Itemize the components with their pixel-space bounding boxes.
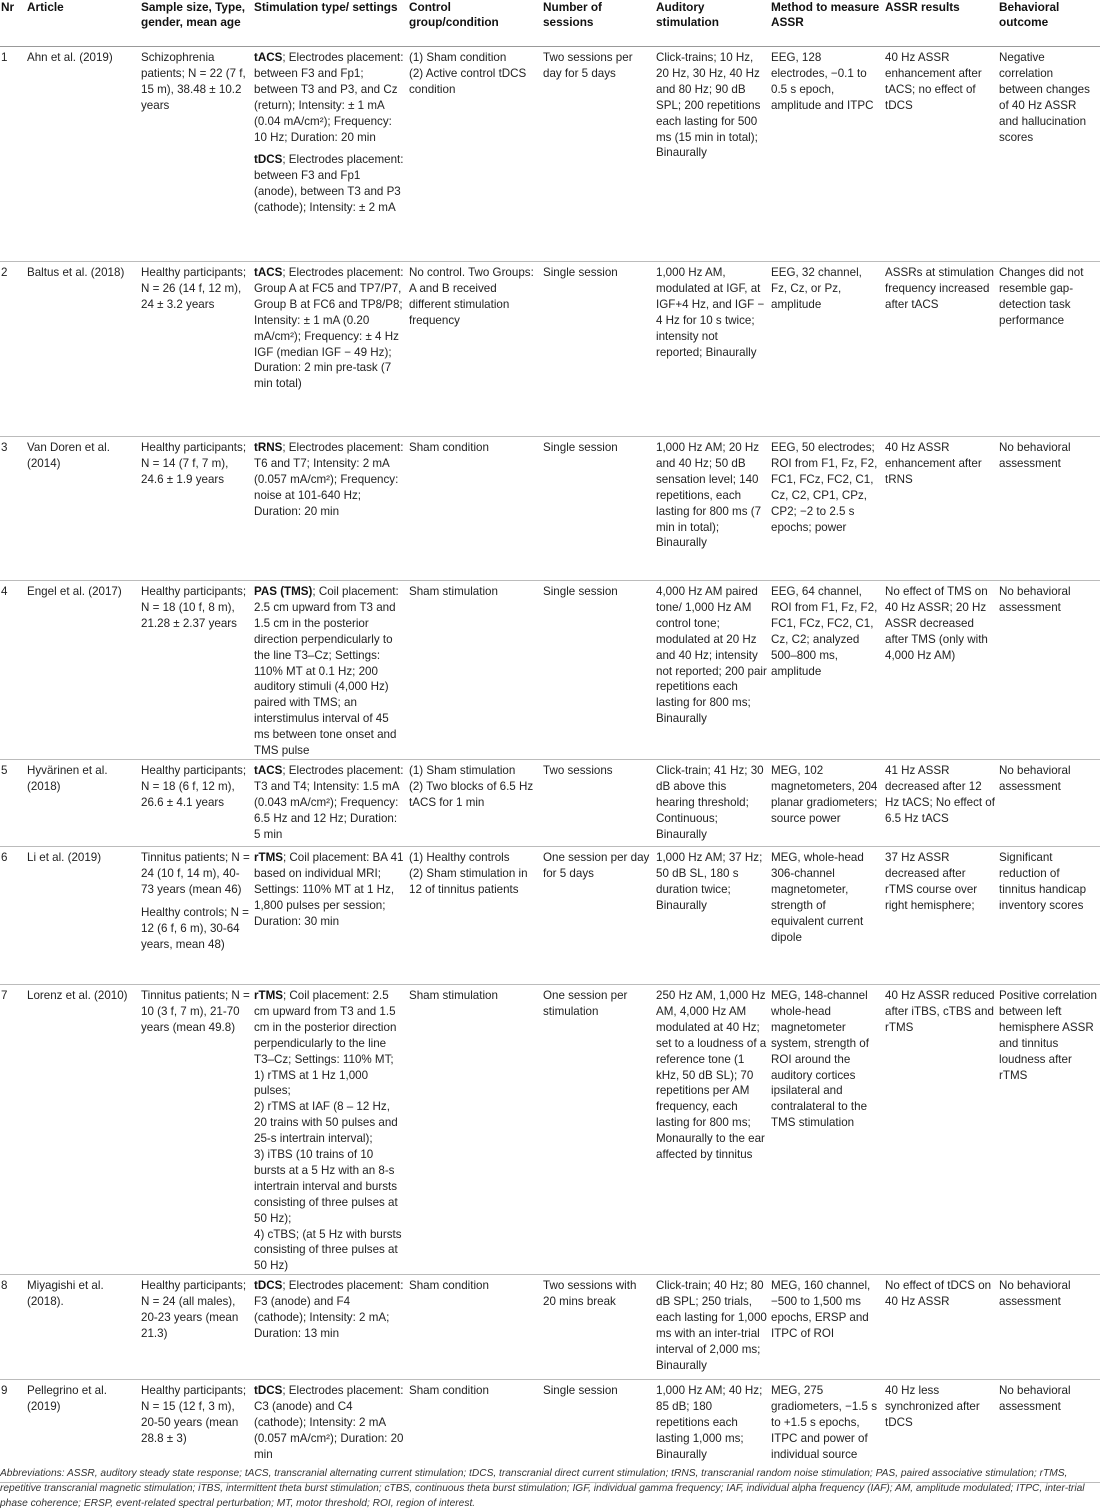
sample-paragraph: Tinnitus patients; N = 10 (3 f, 7 m), 21-70 years (mean 49.8) [141, 988, 250, 1034]
behavioral-outcome: No behavioral assessment [999, 763, 1071, 793]
row-number: 8 [1, 1279, 8, 1293]
session-count: Single session [543, 441, 618, 454]
control-condition: Sham stimulation [409, 988, 498, 1002]
cell-method [770, 581, 884, 760]
cell-auditory [655, 47, 770, 262]
stimulation-settings: ; Coil placement: BA 41 based on individual MRI; Settings: 110% MT at 1 Hz, 1,800 pulses per session; Duration: 30 min [254, 850, 404, 928]
session-count: Two sessions [543, 763, 613, 777]
auditory-stimulation: 1,000 Hz AM; 37 Hz; 50 dB SL, 180 s duration twice; Binaurally [656, 850, 763, 912]
cell-control [408, 437, 542, 581]
assr-results: 41 Hz ASSR decreased after 12 Hz tACS; No effect of 6.5 Hz tACS [885, 763, 995, 825]
cell-auditory [655, 759, 770, 846]
cell-nr [0, 759, 26, 846]
cell-nr [0, 47, 26, 262]
cell-auditory [655, 1275, 770, 1380]
header-article: Article [26, 0, 140, 47]
cell-method [770, 262, 884, 437]
sample-paragraph: Healthy participants; N = 18 (10 f, 8 m), 21.28 ± 2.37 years [141, 585, 247, 630]
assr-results: 40 Hz less synchronized after tDCS [885, 1384, 980, 1430]
cell-method [770, 437, 884, 581]
assr-results: 40 Hz ASSR enhancement after tACS; no effect of tDCS [885, 51, 982, 112]
cell-article [26, 759, 140, 846]
stimulation-paragraph [254, 988, 405, 1274]
session-count: Single session [543, 1384, 618, 1398]
cell-method [770, 47, 884, 262]
cell-sample [140, 581, 253, 760]
sample-paragraph: Healthy participants; N = 15 (12 f, 3 m), 20-50 years (mean 28.8 ± 3) [141, 1384, 247, 1445]
cell-article [26, 846, 140, 984]
cell-nr [0, 1275, 26, 1380]
table-header-row [0, 0, 1100, 47]
header-auditory: Auditory stimulation [655, 0, 770, 47]
table-row [0, 1275, 1100, 1380]
cell-auditory [655, 984, 770, 1274]
assr-results: 40 Hz ASSR reduced after iTBS, cTBS and rTMS [885, 988, 995, 1034]
row-number: 1 [1, 51, 8, 64]
cell-method [770, 984, 884, 1274]
stimulation-type: tDCS [254, 1384, 283, 1398]
session-count: One session per day for 5 days [543, 850, 650, 880]
stimulation-settings: ; Coil placement: 2.5 cm upward from T3 and 1.5 cm in the posterior direction perpendicularly to the line T3–Cz; Settings: 110% MT; 1) rTMS at 1 Hz 1,000 pulses; 2) rTMS at IAF (8 – 12 Hz, 20 trains with 50 pulses and 25-s intertrain interval); 3) iTBS (10 trains of 10 bursts at a 5 Hz with an 8-s intertrain interval and bursts consisting of three pulses at 50 Hz); 4) cTBS; (at 5 Hz with bursts consisting of three pulses at 50 Hz) [254, 988, 402, 1273]
behavioral-outcome: No behavioral assessment [999, 441, 1071, 470]
cell-behavior [998, 262, 1100, 437]
article-citation: Lorenz et al. (2010) [27, 988, 128, 1002]
assr-method: MEG, 102 magnetometers, 204 planar gradiometers; source power [771, 763, 878, 825]
article-citation: Li et al. (2019) [27, 850, 102, 864]
assr-method: MEG, whole-head 306-channel magnetometer, strength of equivalent current dipole [771, 850, 864, 944]
header-stimulation: Stimulation type/ settings [253, 0, 408, 47]
stimulation-paragraph [254, 50, 405, 145]
table-row [0, 846, 1100, 984]
stimulation-settings: ; Electrodes placement: between F3 and Fp1 (anode), between T3 and P3 (cathode); Intensity: ± 2 mA [254, 153, 404, 215]
stimulation-type: PAS (TMS) [254, 585, 313, 598]
assr-method: MEG, 275 gradiometers, −1.5 s to +1.5 s epochs, ITPC and power of individual source [771, 1384, 878, 1461]
auditory-stimulation: 1,000 Hz AM, modulated at IGF, at IGF+4 Hz, and IGF − 4 Hz for 10 s twice; intensity not reported; Binaurally [656, 266, 765, 359]
session-count: Two sessions with 20 mins break [543, 1279, 637, 1309]
cell-control [408, 1275, 542, 1380]
table-row [0, 581, 1100, 760]
cell-results [884, 581, 998, 760]
header-sample: Sample size, Type, gender, mean age [140, 0, 253, 47]
cell-stimulation [253, 47, 408, 262]
cell-article [26, 47, 140, 262]
cell-stimulation [253, 846, 408, 984]
auditory-stimulation: Click-train; 40 Hz; 80 dB SPL; 250 trials, each lasting for 1,000 ms with an inter-trial interval of 2,000 ms; Binaurally [656, 1279, 767, 1372]
sample-paragraph: Schizophrenia patients; N = 22 (7 f, 15 m), 38.48 ± 10.2 years [141, 51, 246, 112]
assr-method: EEG, 50 electrodes; ROI from F1, Fz, F2, FC1, FCz, FC2, C1, Cz, C2, CP1, CPz, CP2; −2 to 2.5 s epochs; power [771, 441, 878, 534]
cell-sessions [542, 262, 655, 437]
cell-method [770, 759, 884, 846]
stimulation-settings: ; Electrodes placement: T3 and T4; Intensity: 1.5 mA (0.043 mA/cm²); Frequency: 6.5 Hz and 12 Hz; Duration: 5 min [254, 763, 404, 841]
cell-sample [140, 759, 253, 846]
stimulation-type: tACS [254, 763, 283, 777]
stimulation-type: rTMS [254, 988, 283, 1002]
cell-sessions [542, 759, 655, 846]
cell-behavior [998, 846, 1100, 984]
auditory-stimulation: 1,000 Hz AM; 20 Hz and 40 Hz; 50 dB sensation level; 140 repetitions, each lasting for 800 ms (7 min in total); Binaurally [656, 441, 762, 550]
stimulation-settings: ; Electrodes placement: T6 and T7; Intensity: 2 mA (0.057 mA/cm²); Frequency: noise at 101-640 Hz; Duration: 20 min [254, 441, 404, 518]
session-count: One session per stimulation [543, 988, 628, 1018]
stimulation-type: tACS [254, 266, 283, 279]
stimulation-paragraph [254, 265, 405, 392]
stimulation-paragraph [254, 763, 405, 843]
cell-sessions [542, 437, 655, 581]
article-citation: Baltus et al. (2018) [27, 266, 125, 279]
cell-control [408, 262, 542, 437]
sample-paragraph: Healthy participants; N = 24 (all males), 20-23 years (mean 21.3) [141, 1279, 247, 1340]
header-nr: Nr [0, 0, 26, 47]
cell-auditory [655, 262, 770, 437]
cell-article [26, 984, 140, 1274]
cell-article [26, 437, 140, 581]
auditory-stimulation: Click-trains; 10 Hz, 20 Hz, 30 Hz, 40 Hz and 80 Hz; 90 dB SPL; 200 repetitions each lasting for 500 ms (15 min in total); Binaurally [656, 51, 761, 160]
behavioral-outcome: No behavioral assessment [999, 1279, 1071, 1309]
abbreviations-footnote: Abbreviations: ASSR, auditory steady state response; tACS, transcranial alternating current stimulation; tDCS, transcranial direct current stimulation; tRNS, transcranial random noise stimulation; PAS, paired associative stimulation; rTMS, repetitive transcranial magnetic stimulation; iTBS, intermittent theta burst stimulation; cTBS, continuous theta burst stimulation; IGF, individual gamma frequency; IAF, individual alpha frequency (IAF); AM, amplitude modulated; ITPC, inter-trial phase coherence; ERSP, event-related spectral perturbation; MT, motor threshold; ROI, region of interest. [0, 1468, 1085, 1509]
stimulation-paragraph [254, 440, 405, 520]
cell-results [884, 846, 998, 984]
sample-paragraph: Healthy participants; N = 26 (14 f, 12 m), 24 ± 3.2 years [141, 266, 247, 311]
table-row [0, 984, 1100, 1274]
row-number: 5 [1, 763, 8, 777]
cell-sessions [542, 984, 655, 1274]
cell-auditory [655, 437, 770, 581]
cell-results [884, 437, 998, 581]
cell-sample [140, 262, 253, 437]
cell-results [884, 47, 998, 262]
stimulation-settings: ; Electrodes placement: Group A at FC5 and TP7/P7, Group B at FC6 and TP8/P8; Intensity: ± 1 mA (0.20 mA/cm²); Frequency: ± 4 Hz IGF (median IGF − 49 Hz); Duration: 2 min pre-task (7 min total) [254, 266, 404, 391]
control-condition: Sham condition [409, 1279, 489, 1293]
cell-sessions [542, 846, 655, 984]
cell-auditory [655, 581, 770, 760]
stimulation-type: tACS [254, 51, 283, 64]
stimulation-type: tDCS [254, 1279, 283, 1293]
cell-sessions [542, 581, 655, 760]
cell-auditory [655, 846, 770, 984]
stimulation-paragraph [254, 1383, 405, 1463]
cell-stimulation [253, 437, 408, 581]
cell-sessions [542, 47, 655, 262]
cell-sessions [542, 1275, 655, 1380]
control-condition: (1) Sham condition (2) Active control tDCS condition [409, 51, 527, 96]
table-row [0, 759, 1100, 846]
cell-results [884, 984, 998, 1274]
row-number: 9 [1, 1384, 8, 1398]
control-condition: Sham condition [409, 1384, 489, 1398]
cell-article [26, 1275, 140, 1380]
control-condition: Sham condition [409, 441, 489, 454]
cell-sample [140, 437, 253, 581]
assr-results: 37 Hz ASSR decreased after rTMS course over right hemisphere; [885, 850, 978, 912]
row-number: 3 [1, 441, 8, 454]
cell-control [408, 759, 542, 846]
stimulation-settings: ; Electrodes placement: C3 (anode) and C4 (cathode); Intensity: 2 mA (0.057 mA/cm²); Duration: 20 min [254, 1384, 404, 1461]
auditory-stimulation: 1,000 Hz AM; 40 Hz; 85 dB; 180 repetitions each lasting 1,000 ms; Binaurally [656, 1384, 763, 1461]
sample-paragraph: Tinnitus patients; N = 24 (10 f, 14 m), 40-73 years (mean 46) [141, 850, 250, 896]
cell-sample [140, 984, 253, 1274]
cell-stimulation [253, 759, 408, 846]
cell-stimulation [253, 984, 408, 1274]
header-control: Control group/condition [408, 0, 542, 47]
article-citation: Engel et al. (2017) [27, 585, 122, 598]
article-citation: Miyagishi et al. (2018). [27, 1279, 104, 1309]
stimulation-type: rTMS [254, 850, 283, 864]
assr-method: EEG, 32 channel, Fz, Cz, or Pz, amplitude [771, 266, 862, 311]
cell-results [884, 759, 998, 846]
header-method: Method to measure ASSR [770, 0, 884, 47]
cell-behavior [998, 47, 1100, 262]
auditory-stimulation: 4,000 Hz AM paired tone/ 1,000 Hz AM control tone; modulated at 20 Hz and 40 Hz; intensity not reported; 200 pair repetitions each lasting for 800 ms; Binaurally [656, 585, 767, 726]
cell-behavior [998, 759, 1100, 846]
control-condition: Sham stimulation [409, 585, 498, 598]
stimulation-settings: ; Electrodes placement: between F3 and Fp1; between T3 and P3, and Cz (return); Intensity: ± 1 mA (0.04 mA/cm²); Frequency: 10 Hz; Duration: 20 min [254, 51, 404, 144]
auditory-stimulation: Click-train; 41 Hz; 30 dB above this hearing threshold; Continuous; Binaurally [656, 763, 764, 841]
behavioral-outcome: Positive correlation between left hemisphere ASSR and tinnitus loudness after rTMS [999, 988, 1097, 1082]
control-condition: (1) Sham stimulation (2) Two blocks of 6.5 Hz tACS for 1 min [409, 763, 534, 809]
cell-behavior [998, 1275, 1100, 1380]
behavioral-outcome: Negative correlation between changes of 40 Hz ASSR and hallucination scores [999, 51, 1090, 144]
stimulation-paragraph [254, 584, 405, 759]
behavioral-outcome: No behavioral assessment [999, 585, 1071, 614]
cell-behavior [998, 984, 1100, 1274]
header-results: ASSR results [884, 0, 998, 47]
assr-results: No effect of tDCS on 40 Hz ASSR [885, 1279, 992, 1309]
cell-results [884, 262, 998, 437]
article-citation: Pellegrino et al. (2019) [27, 1384, 107, 1414]
assr-results: ASSRs at stimulation frequency increased after tACS [885, 266, 994, 311]
assr-method: MEG, 160 channel, −500 to 1,500 ms epochs, ERSP and ITPC of ROI [771, 1279, 871, 1340]
assr-method: EEG, 128 electrodes, −0.1 to 0.5 s epoch, amplitude and ITPC [771, 51, 874, 112]
row-number: 4 [1, 585, 8, 598]
cell-sample [140, 1275, 253, 1380]
cell-behavior [998, 581, 1100, 760]
cell-nr [0, 984, 26, 1274]
article-citation: Ahn et al. (2019) [27, 51, 113, 64]
cell-control [408, 581, 542, 760]
cell-results [884, 1275, 998, 1380]
table-row [0, 262, 1100, 437]
article-citation: Hyvärinen et al. (2018) [27, 763, 108, 793]
cell-nr [0, 437, 26, 581]
behavioral-outcome: Significant reduction of tinnitus handicap inventory scores [999, 850, 1087, 912]
cell-method [770, 1275, 884, 1380]
control-condition: No control. Two Groups: A and B received different stimulation frequency [409, 266, 534, 327]
table-row [0, 47, 1100, 262]
assr-results: No effect of TMS on 40 Hz ASSR; 20 Hz ASSR decreased after TMS (only with 4,000 Hz AM) [885, 585, 988, 662]
assr-method: EEG, 64 channel, ROI from F1, Fz, F2, FC1, FCz, FC2, C1, Cz, C2; analyzed 500–800 ms, amplitude [771, 585, 878, 678]
cell-sample [140, 846, 253, 984]
cell-sample [140, 47, 253, 262]
stimulation-settings: ; Coil placement: 2.5 cm upward from T3 and 1.5 cm in the posterior direction perpendicularly to the line T3–Cz; Settings: 110% MT at 0.1 Hz; 200 auditory stimuli (4,000 Hz) paired with TMS; an interstimulus interval of 45 ms between tone onset and TMS pulse [254, 585, 399, 758]
behavioral-outcome: No behavioral assessment [999, 1384, 1071, 1414]
cell-stimulation [253, 1275, 408, 1380]
stimulation-type: tRNS [254, 441, 283, 454]
cell-nr [0, 581, 26, 760]
control-condition: (1) Healthy controls (2) Sham stimulation in 12 of tinnitus patients [409, 850, 528, 896]
cell-article [26, 581, 140, 760]
assr-results: 40 Hz ASSR enhancement after tRNS [885, 441, 982, 486]
session-count: Two sessions per day for 5 days [543, 51, 633, 80]
article-citation: Van Doren et al. (2014) [27, 441, 110, 470]
table-body [0, 47, 1100, 1483]
cell-stimulation [253, 581, 408, 760]
stimulation-paragraph [254, 1278, 405, 1342]
stimulation-settings: ; Electrodes placement: F3 (anode) and F4 (cathode); Intensity: 2 mA; Duration: 13 min [254, 1279, 404, 1340]
cell-control [408, 47, 542, 262]
stimulation-paragraph [254, 850, 405, 930]
sample-paragraph: Healthy participants; N = 18 (6 f, 12 m), 26.6 ± 4.1 years [141, 763, 247, 809]
stimulation-paragraph [254, 152, 405, 216]
table-row [0, 437, 1100, 581]
session-count: Single session [543, 585, 618, 598]
cell-method [770, 846, 884, 984]
assr-method: MEG, 148-channel whole-head magnetometer system, strength of ROI around the auditory cortices ipsilateral and contralateral to the TMS stimulation [771, 988, 869, 1130]
cell-article [26, 262, 140, 437]
auditory-stimulation: 250 Hz AM, 1,000 Hz AM, 4,000 Hz AM modulated at 40 Hz; set to a loudness of a reference tone (1 kHz, 50 dB SL); 70 repetitions per AM frequency, each lasting for 800 ms; Monaurally to the ear affected by tinnitus [656, 988, 767, 1162]
cell-behavior [998, 437, 1100, 581]
header-sessions: Number of sessions [542, 0, 655, 47]
sample-paragraph: Healthy participants; N = 14 (7 f, 7 m), 24.6 ± 1.9 years [141, 441, 247, 486]
row-number: 6 [1, 850, 8, 864]
cell-control [408, 984, 542, 1274]
row-number: 2 [1, 266, 8, 279]
sample-paragraph: Healthy controls; N = 12 (6 f, 6 m), 30-64 years, mean 48) [141, 905, 249, 951]
stimulation-type: tDCS [254, 153, 283, 167]
session-count: Single session [543, 266, 618, 279]
cell-stimulation [253, 262, 408, 437]
cell-nr [0, 262, 26, 437]
behavioral-outcome: Changes did not resemble gap-detection task performance [999, 266, 1084, 327]
header-behavior: Behavioral outcome [998, 0, 1100, 47]
cell-control [408, 846, 542, 984]
row-number: 7 [1, 988, 8, 1002]
cell-nr [0, 846, 26, 984]
